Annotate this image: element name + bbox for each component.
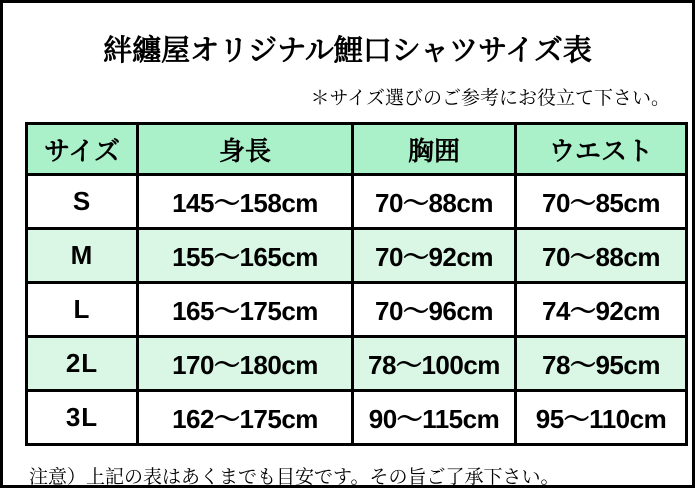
table-row	[27, 229, 687, 283]
cell-chest: 70〜96cm	[353, 283, 516, 337]
cell-waist: 95〜110cm	[516, 391, 687, 445]
cell-size: S	[27, 175, 138, 229]
size-table-container	[25, 122, 670, 446]
cell-height: 170〜180cm	[138, 337, 353, 391]
table-row	[27, 283, 687, 337]
cell-waist: 70〜85cm	[516, 175, 687, 229]
table-row	[27, 337, 687, 391]
column-header-chest: 胸囲	[353, 124, 516, 175]
cell-size: 3L	[27, 391, 138, 445]
table-header-row	[27, 124, 687, 175]
cell-size: M	[27, 229, 138, 283]
cell-chest: 90〜115cm	[353, 391, 516, 445]
table-row	[27, 391, 687, 445]
page-title: 絆纏屋オリジナル鯉口シャツサイズ表	[103, 35, 592, 67]
cell-height: 162〜175cm	[138, 391, 353, 445]
cell-waist: 70〜88cm	[516, 229, 687, 283]
size-table-head	[27, 124, 687, 175]
footer-note: 注意）上記の表はあくまでも目安です。その旨ご了承下さい。	[29, 467, 560, 488]
subtitle-note: ＊サイズ選びのご参考にお役立て下さい。	[310, 88, 670, 109]
column-header-height: 身長	[138, 124, 353, 175]
cell-height: 145〜158cm	[138, 175, 353, 229]
size-table	[25, 122, 688, 446]
cell-size: 2L	[27, 337, 138, 391]
column-header-waist: ウエスト	[516, 124, 687, 175]
cell-waist: 78〜95cm	[516, 337, 687, 391]
table-row	[27, 175, 687, 229]
cell-height: 155〜165cm	[138, 229, 353, 283]
column-header-size: サイズ	[27, 124, 138, 175]
cell-height: 165〜175cm	[138, 283, 353, 337]
cell-size: L	[27, 283, 138, 337]
cell-chest: 70〜92cm	[353, 229, 516, 283]
cell-chest: 70〜88cm	[353, 175, 516, 229]
size-table-body	[27, 175, 687, 445]
cell-waist: 74〜92cm	[516, 283, 687, 337]
cell-chest: 78〜100cm	[353, 337, 516, 391]
